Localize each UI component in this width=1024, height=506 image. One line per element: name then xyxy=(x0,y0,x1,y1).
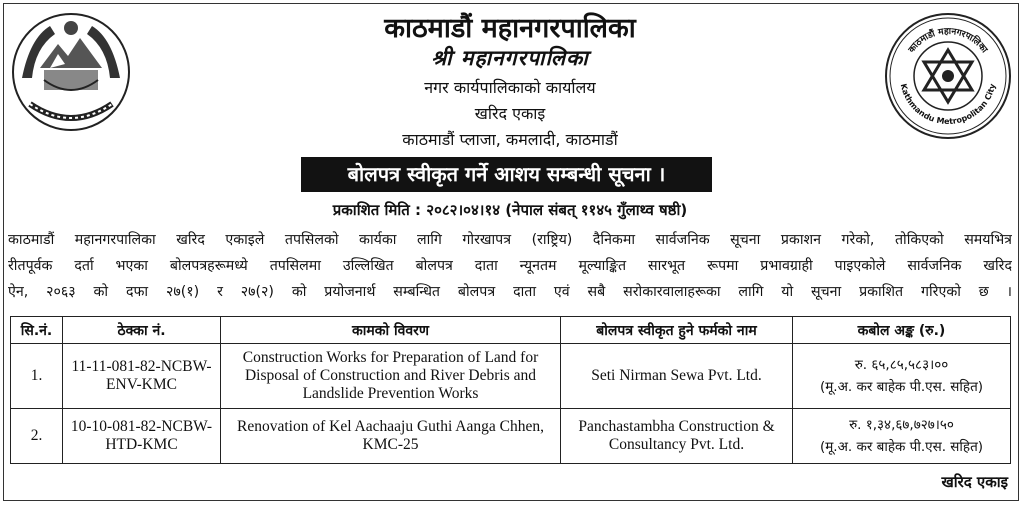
table-row xyxy=(11,344,1011,409)
cell-description: Construction Works for Preparation of Land for Disposal of Construction and River Debris and Landslide Prevention Works xyxy=(221,344,561,409)
notice-body-line: ऐन, २०६३ को दफा २७(१) र २७(२) को प्रयोजनार्थ सम्बन्धित बोलपत्र दाता एवं सबै सरोकारवालाहरूका लागि यो सूचना प्रकाशित गरिएको छ । xyxy=(8,284,1012,300)
notice-title: बोलपत्र स्वीकृत गर्ने आशय सम्बन्धी सूचना । xyxy=(301,157,712,192)
table-header-row xyxy=(11,317,1011,344)
col-header-description: कामको विवरण xyxy=(221,317,561,344)
published-date: प्रकाशित मिति : २०८२।०४।१४ (नेपाल संबत् ११४५ गुँलाथ्व षष्ठी) xyxy=(332,201,688,219)
cell-sn: 2. xyxy=(11,409,63,464)
cell-description: Renovation of Kel Aachaaju Guthi Aanga Chhen, KMC-25 xyxy=(221,409,561,464)
cell-amount xyxy=(793,344,1011,409)
cell-sn: 1. xyxy=(11,344,63,409)
col-header-firm: बोलपत्र स्वीकृत हुने फर्मको नाम xyxy=(561,317,793,344)
amount-value: रु. ६५,८५,५८३।०० xyxy=(854,357,949,373)
cell-firm: Seti Nirman Sewa Pvt. Ltd. xyxy=(561,344,793,409)
cell-firm: Panchastambha Construction & Consultancy Pvt. Ltd. xyxy=(561,409,793,464)
amount-note: (मू.अ. कर बाहेक पी.एस. सहित) xyxy=(819,439,984,455)
header-title: काठमाडौं महानगरपालिका xyxy=(384,13,636,44)
cell-amount xyxy=(793,409,1011,464)
table-row xyxy=(11,409,1011,464)
header-unit: खरिद एकाइ xyxy=(474,104,546,123)
cell-contract-no: 10-10-081-82-NCBW-HTD-KMC xyxy=(63,409,221,464)
amount-value: रु. १,३४,६७,७२७।५० xyxy=(849,417,954,433)
seal-top-text: काठमाडौं महानगरपालिका xyxy=(906,26,990,56)
footer-signature: खरिद एकाइ xyxy=(941,473,1008,491)
col-header-amount: कबोल अङ्क (रु.) xyxy=(793,317,1011,344)
amount-note: (मू.अ. कर बाहेक पी.एस. सहित) xyxy=(819,379,984,395)
col-header-contract-no: ठेक्का नं. xyxy=(63,317,221,344)
bid-table xyxy=(10,316,1011,464)
header-office: नगर कार्यपालिकाको कार्यालय xyxy=(424,78,596,97)
seal-bottom-text: Kathmandu Metropolitan City xyxy=(898,82,998,127)
header-address: काठमाडौं प्लाजा, कमलादी, काठमाडौं xyxy=(402,130,618,149)
notice-body-line: काठमाडौं महानगरपालिका खरिद एकाइले तपसिलको कार्यका लागि गोरखापत्र (राष्ट्रिय) दैनिकमा सार्वजनिक सूचना प्रकाशन गरेको, तोकिएको समयभित्र xyxy=(8,232,1012,248)
notice-body-line: रीतपूर्वक दर्ता भएका बोलपत्रहरूमध्ये तपसिलमा उल्लिखित बोलपत्र दाता न्यूनतम मूल्याङ्कित सारभूत रूपमा प्रभावग्राही पाइएकोले सार्वजनिक खरिद xyxy=(8,258,1012,274)
col-header-sn: सि.नं. xyxy=(11,317,63,344)
cell-contract-no: 11-11-081-82-NCBW-ENV-KMC xyxy=(63,344,221,409)
kmc-seal xyxy=(884,12,1012,140)
header-subtitle: श्री महानगरपालिका xyxy=(431,46,589,70)
notice-body xyxy=(8,227,1012,305)
nepal-emblem-icon xyxy=(10,8,132,136)
